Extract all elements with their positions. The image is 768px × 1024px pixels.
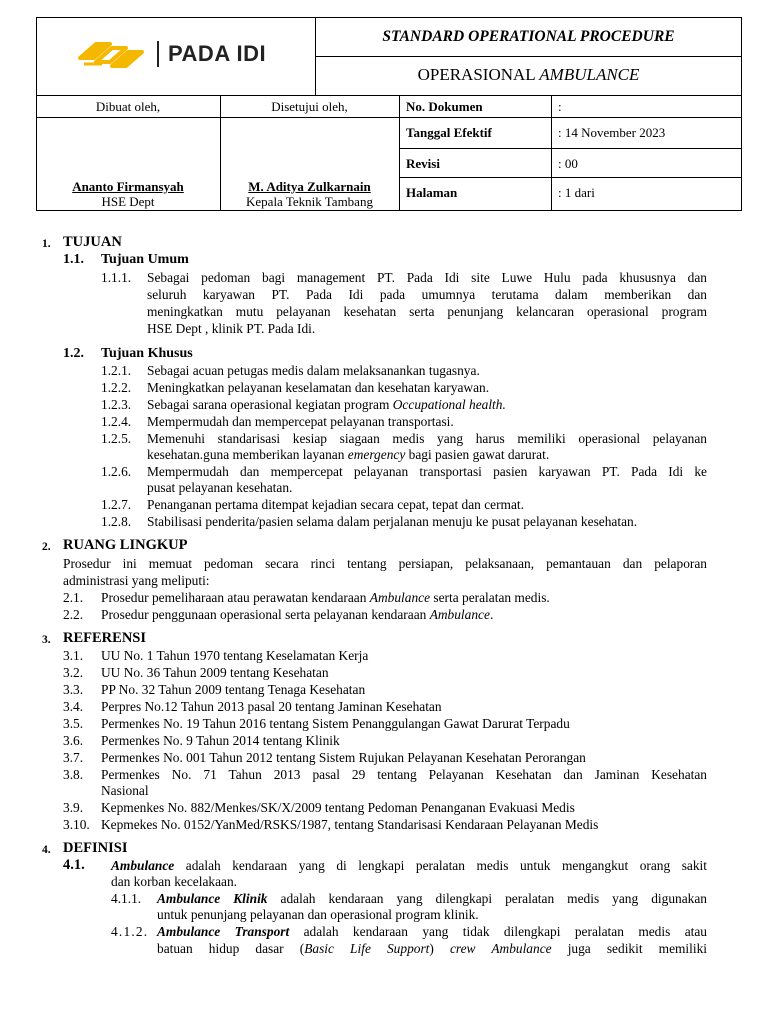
- section-title-tujuan: TUJUAN: [63, 234, 122, 250]
- logo-separator: [157, 41, 159, 67]
- approver-title: Kepala Teknik Tambang: [246, 194, 373, 209]
- list-item-italic: Ambulance: [369, 590, 431, 605]
- definition-text: ): [429, 941, 450, 956]
- list-item-continuation: [147, 446, 549, 463]
- sop-title: STANDARD OPERATIONAL PROCEDURE: [382, 28, 675, 45]
- definition-line: untuk penunjang pelayanan dan operasional program klinik.: [157, 907, 479, 922]
- meta-value-doc-number: :: [558, 99, 562, 114]
- approver-name: M. Aditya Zulkarnain: [248, 179, 371, 194]
- definition-italic: crew Ambulance: [449, 941, 552, 956]
- definition-italic: Basic Life Support: [304, 941, 430, 956]
- item-number: 2.1.: [63, 590, 84, 605]
- definition-number: 4.1.1.: [111, 891, 142, 906]
- header-divider: [36, 95, 742, 96]
- paragraph-line: HSE Dept , klinik PT. Pada Idi.: [147, 321, 316, 336]
- item-number: 1.2.8.: [101, 514, 132, 529]
- subsection-title-tujuan-umum: Tujuan Umum: [101, 252, 189, 267]
- definition-line: [157, 890, 707, 907]
- reference-number: 3.1.: [63, 648, 84, 663]
- meta-label-page: Halaman: [406, 185, 458, 200]
- reference-number: 3.10.: [63, 817, 90, 832]
- reference-item: PP No. 32 Tahun 2009 tentang Tenaga Kesehatan: [101, 682, 366, 697]
- section-number: 4.: [42, 844, 51, 856]
- section-number: 1.: [42, 238, 51, 250]
- list-item: [147, 396, 506, 413]
- document-title-italic: AMBULANCE: [539, 65, 640, 84]
- list-item: Mempermudah dan mempercepat pelayanan transportasi pasien karyawan PT. Pada Idi ke: [147, 464, 707, 479]
- list-item-italic: Ambulance: [429, 607, 490, 622]
- list-item: Meningkatkan pelayanan keselamatan dan kesehatan karyawan.: [147, 380, 490, 395]
- item-number: 1.2.7.: [101, 497, 132, 512]
- reference-number: 3.4.: [63, 699, 84, 714]
- list-item-italic: Occupational health.: [392, 397, 506, 412]
- header-divider: [551, 95, 552, 211]
- section-title-ruang-lingkup: RUANG LINGKUP: [63, 537, 188, 553]
- section-number: 2.: [42, 541, 51, 553]
- reference-item: Kepmekes No. 0152/YanMed/RSKS/1987, tentang Standarisasi Kendaraan Pelayanan Medis: [101, 817, 599, 832]
- approved-by-label: Disetujui oleh,: [271, 99, 348, 114]
- paragraph-line: Sebagai pedoman bagi management PT. Pada Idi site Luwe Hulu pada khususnya dan: [147, 270, 707, 285]
- creator-name: Ananto Firmansyah: [72, 179, 184, 194]
- subsection-title-tujuan-khusus: Tujuan Khusus: [101, 346, 193, 361]
- reference-item: Kepmenkes No. 882/Menkes/SK/X/2009 tentang Pedoman Penanganan Evakuasi Medis: [101, 800, 575, 815]
- list-item-italic: emergency: [347, 447, 406, 462]
- meta-label-doc-number: No. Dokumen: [406, 99, 483, 114]
- meta-value-page: : 1 dari: [558, 185, 595, 200]
- subsection-number: 1.2.: [63, 346, 84, 361]
- reference-number: 3.3.: [63, 682, 84, 697]
- list-item: Mempermudah dan mempercepat pelayanan transportasi.: [147, 414, 454, 429]
- definition-term: Ambulance Transport: [157, 924, 290, 939]
- item-number: 1.1.1.: [101, 270, 132, 285]
- header-divider: [399, 148, 742, 149]
- header-divider: [36, 117, 742, 118]
- document-title: [315, 65, 742, 85]
- definition-term: Ambulance: [111, 858, 175, 873]
- definition-text: adalah kendaraan yang tidak dilengkapi peralatan medis atau: [289, 924, 707, 939]
- reference-item: UU No. 1 Tahun 1970 tentang Keselamatan Kerja: [101, 648, 369, 663]
- reference-item: Permenkes No. 71 Tahun 2013 pasal 29 tentang Pelayanan Kesehatan dan Jaminan Kesehatan: [101, 767, 707, 782]
- meta-label-revision: Revisi: [406, 156, 440, 171]
- paragraph-line: seluruh karyawan PT. Pada Idi pada umumnya terutama dalam memberikan dan: [147, 287, 707, 302]
- definition-number: 4.1.: [63, 857, 85, 873]
- list-item: Memenuhi standarisasi kesiap siagaan medis yang harus memiliki operasional pelayanan: [147, 431, 707, 446]
- reference-number: 3.8.: [63, 767, 84, 782]
- definition-text: adalah kendaraan yang dilengkapi peralatan medis yang digunakan: [267, 891, 707, 906]
- company-logo-text: PADA IDI: [168, 41, 267, 66]
- reference-item: UU No. 36 Tahun 2009 tentang Kesehatan: [101, 665, 329, 680]
- meta-value-revision: : 00: [558, 156, 578, 171]
- reference-number: 3.6.: [63, 733, 84, 748]
- item-number: 1.2.2.: [101, 380, 132, 395]
- header-divider: [399, 95, 400, 211]
- list-item: Sebagai acuan petugas medis dalam melaksanankan tugasnya.: [147, 363, 480, 378]
- list-item-text: Sebagai sarana operasional kegiatan program: [147, 397, 393, 412]
- definition-text: juga sedikit memiliki: [551, 941, 707, 956]
- document-title-plain: OPERASIONAL: [417, 65, 540, 84]
- list-item-text: .: [489, 607, 494, 622]
- reference-number: 3.5.: [63, 716, 84, 731]
- paragraph-line: Prosedur ini memuat pedoman secara rinci tentang persiapan, pelaksanaan, pemantauan dan pelaporan: [63, 556, 707, 571]
- reference-item: Permenkes No. 9 Tahun 2014 tentang Klinik: [101, 733, 340, 748]
- reference-item: Perpres No.12 Tahun 2013 pasal 20 tentang Jaminan Kesehatan: [101, 699, 442, 714]
- definition-text: adalah kendaraan yang di lengkapi peralatan medis untuk mengangkut orang sakit: [174, 858, 707, 873]
- list-item-continuation: pusat pelayanan kesehatan.: [147, 480, 293, 495]
- paragraph-line: meningkatkan mutu pelayanan kesehatan serta penunjang kelancaran operasional program: [147, 304, 707, 319]
- definition-number: 4.1.2.: [111, 924, 149, 939]
- list-item: [101, 606, 493, 623]
- definition-line: [157, 923, 707, 940]
- section-title-referensi: REFERENSI: [63, 630, 146, 646]
- creator-dept: HSE Dept: [101, 194, 155, 209]
- definition-line: [111, 857, 707, 874]
- reference-item-continuation: Nasional: [101, 783, 149, 798]
- list-item-text: Prosedur pemeliharaan atau perawatan kendaraan: [101, 590, 370, 605]
- list-item-text: Prosedur penggunaan operasional serta pelayanan kendaraan: [101, 607, 430, 622]
- list-item: Penanganan pertama ditempat kejadian secara cepat, tepat dan cermat.: [147, 497, 524, 512]
- subsection-number: 1.1.: [63, 252, 84, 267]
- item-number: 1.2.3.: [101, 397, 132, 412]
- section-number: 3.: [42, 634, 51, 646]
- header-divider: [399, 177, 742, 178]
- meta-label-effective-date: Tanggal Efektif: [406, 125, 492, 140]
- paragraph-line: administrasi yang meliputi:: [63, 573, 210, 588]
- list-item-text: serta peralatan medis.: [430, 590, 550, 605]
- definition-line: dan korban kecelakaan.: [111, 874, 238, 889]
- company-logo-icon: [76, 38, 156, 70]
- definition-line: [157, 940, 707, 957]
- definition-text: batuan hidup dasar (: [157, 941, 305, 956]
- reference-number: 3.9.: [63, 800, 84, 815]
- reference-item: Permenkes No. 19 Tahun 2016 tentang Sistem Penanggulangan Gawat Darurat Terpadu: [101, 716, 570, 731]
- item-number: 2.2.: [63, 607, 84, 622]
- created-by-label: Dibuat oleh,: [95, 99, 161, 114]
- reference-number: 3.2.: [63, 665, 84, 680]
- item-number: 1.2.1.: [101, 363, 132, 378]
- item-number: 1.2.6.: [101, 464, 132, 479]
- list-item: [101, 589, 550, 606]
- item-number: 1.2.4.: [101, 414, 132, 429]
- item-number: 1.2.5.: [101, 431, 132, 446]
- section-title-definisi: DEFINISI: [63, 840, 128, 856]
- header-divider: [315, 56, 742, 57]
- meta-value-effective-date: : 14 November 2023: [558, 125, 666, 140]
- reference-number: 3.7.: [63, 750, 84, 765]
- definition-term: Ambulance Klinik: [157, 891, 268, 906]
- list-item-text: bagi pasien gawat darurat.: [405, 447, 550, 462]
- reference-item: Permenkes No. 001 Tahun 2012 tentang Sistem Rujukan Pelayanan Kesehatan Perorangan: [101, 750, 586, 765]
- list-item-text: kesehatan.guna memberikan layanan: [147, 447, 348, 462]
- list-item: Stabilisasi penderita/pasien selama dalam perjalanan menuju ke pusat pelayanan kesehatan.: [147, 514, 638, 529]
